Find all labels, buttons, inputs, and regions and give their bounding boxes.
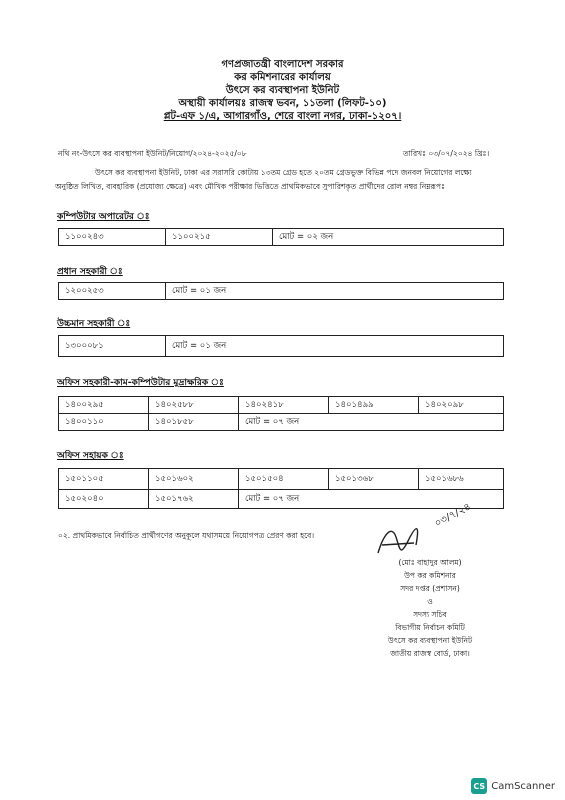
intro-line-2: অনুষ্ঠিত লিখিত, ব্যবহারিক (প্রযোজ্য ক্ষেত্রে) এবং মৌখিক পরীক্ষার ভিত্তিতে প্রাথমিকভাবে সুপারিশকৃত প্রার্থীদের রোল নম্বর নিম্নরূপঃ <box>55 182 445 191</box>
table-row <box>59 469 504 490</box>
footer-note: ০২. প্রাথমিকভাবে নির্বাচিত প্রার্থীগণের অনুকূলে যথাসময়ে নিয়োগপত্র প্রেরণ করা হবে। <box>58 531 315 540</box>
table-row <box>59 397 504 414</box>
section-title-office-assistant-typist: অফিস সহকারী-কাম-কম্পিউটার মুদ্রাক্ষরিক ঃ <box>57 378 224 388</box>
roll-cell: ১৫০১৫০৪ <box>239 469 329 490</box>
total-cell: মোট = ০৭ জন <box>239 414 504 431</box>
table-computer-operator <box>58 228 504 246</box>
memo-date: তারিখঃ ০৩/০৭/২০২৪ খ্রিঃ। <box>403 149 490 158</box>
roll-cell: ১৪০১৪৯৯ <box>329 397 419 414</box>
total-cell: মোট = ০১ জন <box>166 283 504 300</box>
plot-address: প্লট-এফ ১/এ, আগারগাঁও, শেরে বাংলা নগর, ঢাকা-১২০৭। <box>163 111 402 122</box>
roll-cell: ১৪০০১১০ <box>59 414 149 431</box>
roll-cell: ১৫০১৭৬২ <box>149 490 239 509</box>
roll-cell: ১৫০১১০৫ <box>59 469 149 490</box>
roll-cell: ১৪০২০৯৮ <box>419 397 504 414</box>
section-title-head-assistant: প্রধান সহকারী ঃ <box>57 267 123 277</box>
signature-date: ০৩/৭/২৪ <box>432 501 473 530</box>
signatory-and: ও <box>427 597 433 606</box>
roll-cell: ১৩০০০৮১ <box>59 336 166 357</box>
roll-cell: ১৫০২০৪০ <box>59 490 149 509</box>
signatory-designation: উপ কর কমিশনার <box>404 571 456 580</box>
camscanner-logo-icon: CS <box>471 778 487 794</box>
unit-title: উৎসে কর ব্যবস্থাপনা ইউনিট <box>225 85 340 96</box>
roll-cell: ১২০০২৫৩ <box>59 283 166 300</box>
intro-line-1: উৎসে কর ব্যবস্থাপনা ইউনিট, ঢাকা এর সরাসরি কোটায় ১৩তম গ্রেড হতে ২০তম গ্রেডভুক্ত বিভিন্ন পদে জনবল নিয়োগের লক্ষ্যে <box>95 168 472 177</box>
table-row <box>59 283 504 300</box>
memo-number: নথি নং-উৎসে কর ব্যবস্থাপনা ইউনিট/নিয়োগ/২০২৪-২০২৫/০৮ <box>58 149 247 158</box>
section-title-upper-assistant: উচ্চমান সহকারী ঃ <box>57 319 131 329</box>
table-row <box>59 414 504 431</box>
camscanner-text: CamScanner <box>491 780 555 792</box>
roll-cell: ১৫০১৬৮৬ <box>419 469 504 490</box>
roll-cell: ১৪০২৪১৮ <box>239 397 329 414</box>
signatory-office: সদর দপ্তর (প্রশাসন) <box>400 584 460 593</box>
signatory-name: (মোঃ বাহাদুর আলম) <box>398 558 462 567</box>
table-office-helper <box>58 468 504 509</box>
table-row <box>59 336 504 357</box>
roll-cell: ১৪০২৫৮৮ <box>149 397 239 414</box>
camscanner-watermark <box>471 778 555 794</box>
section-title-office-helper: অফিস সহায়ক ঃ <box>57 451 124 461</box>
section-title-computer-operator: কম্পিউটার অপারেটর ঃ <box>57 212 150 222</box>
total-cell: মোট = ০৭ জন <box>239 490 504 509</box>
table-row <box>59 490 504 509</box>
roll-cell: ১১০০২১৫ <box>166 229 273 246</box>
roll-cell: ১৫০১৩৬৮ <box>329 469 419 490</box>
govt-title: গণপ্রজাতন্ত্রী বাংলাদেশ সরকার <box>221 59 344 70</box>
roll-cell: ১৫০১৬০২ <box>149 469 239 490</box>
signatory-role-3: উৎসে কর ব্যবস্থাপনা ইউনিট <box>387 636 473 645</box>
table-upper-assistant <box>58 335 504 357</box>
roll-cell: ১৪০১৮৫৮ <box>149 414 239 431</box>
roll-cell: ১৪০০২৯৫ <box>59 397 149 414</box>
temp-office-address: অস্থায়ী কার্যালয়ঃ রাজস্ব ভবন, ১১তলা (লিফট-১০) <box>178 98 387 109</box>
signatory-role-2: বিভাগীয় নির্বাচন কমিটি <box>395 623 465 632</box>
table-office-assistant-typist <box>58 396 504 431</box>
table-head-assistant <box>58 282 504 300</box>
table-row <box>59 229 504 246</box>
office-title: কর কমিশনারের কার্যালয় <box>234 72 331 83</box>
total-cell: মোট = ০২ জন <box>273 229 504 246</box>
signatory-role-4: জাতীয় রাজস্ব বোর্ড, ঢাকা। <box>390 649 470 658</box>
total-cell: মোট = ০১ জন <box>166 336 504 357</box>
signatory-role-1: সদস্য সচিব <box>413 610 447 619</box>
roll-cell: ১১০০২৪৩ <box>59 229 166 246</box>
